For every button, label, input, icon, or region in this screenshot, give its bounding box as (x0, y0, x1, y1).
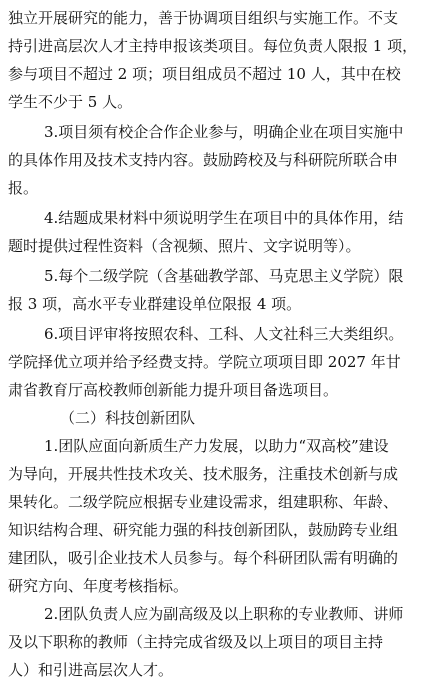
text-line: 报 3 项，高水平专业群建设单位限报 4 项。 (8, 295, 302, 313)
text-line: 4.结题成果材料中须说明学生在项目中的具体作用，结 (44, 209, 404, 227)
text-line: 研究方向、年度考核指标。 (8, 577, 189, 595)
text-line: 建团队，吸引企业技术人员参与。每个科研团队需有明确的 (8, 549, 399, 567)
text-line: 题时提供过程性资料（含视频、照片、文字说明等）。 (8, 237, 361, 255)
text-line: 的具体作用及技术支持内容。鼓励跨校及与科研院所联合申 (8, 151, 399, 169)
text-line: 学生不少于 5 人。 (8, 93, 133, 111)
text-line: 为导向，开展共性技术攻关、技术服务，注重技术创新与成 (8, 465, 399, 483)
text-line: 人）和引进高层次人才。 (8, 661, 174, 679)
text-line: 持引进高层次人才主持申报该类项目。每位负责人限报 1 项， (8, 37, 418, 55)
text-line: 6.项目评审将按照农科、工科、人文社科三大类组织。 (44, 325, 404, 343)
text-line: 及以下职称的教师（主持完成省级及以上项目的项目主持 (8, 633, 384, 651)
text-line: 学院择优立项并给予经费支持。学院立项项目即 2027 年甘 (8, 353, 401, 371)
text-line: 肃省教育厅高校教师创新能力提升项目备选项目。 (8, 381, 339, 399)
text-line: 1.团队应面向新质生产力发展，以助力“双高校”建设 (44, 437, 389, 455)
text-line: 5.每个二级学院（含基础教学部、马克思主义学院）限 (44, 267, 404, 285)
text-line: 独立开展研究的能力，善于协调项目组织与实施工作。不支 (8, 9, 399, 27)
text-line: 知识结构合理、研究能力强的科技创新团队，鼓励跨专业组 (8, 521, 399, 539)
text-line: 果转化。二级学院应根据专业建设需求，组建职称、年龄、 (8, 493, 399, 511)
section-heading: （二）科技创新团队 (60, 409, 196, 427)
text-line: 2.团队负责人应为副高级及以上职称的专业教师、讲师 (44, 605, 404, 623)
text-line: 参与项目不超过 2 项；项目组成员不超过 10 人，其中在校 (8, 65, 401, 83)
text-line: 报。 (8, 179, 39, 197)
text-line: 3.项目须有校企合作企业参与，明确企业在项目实施中 (44, 123, 404, 141)
